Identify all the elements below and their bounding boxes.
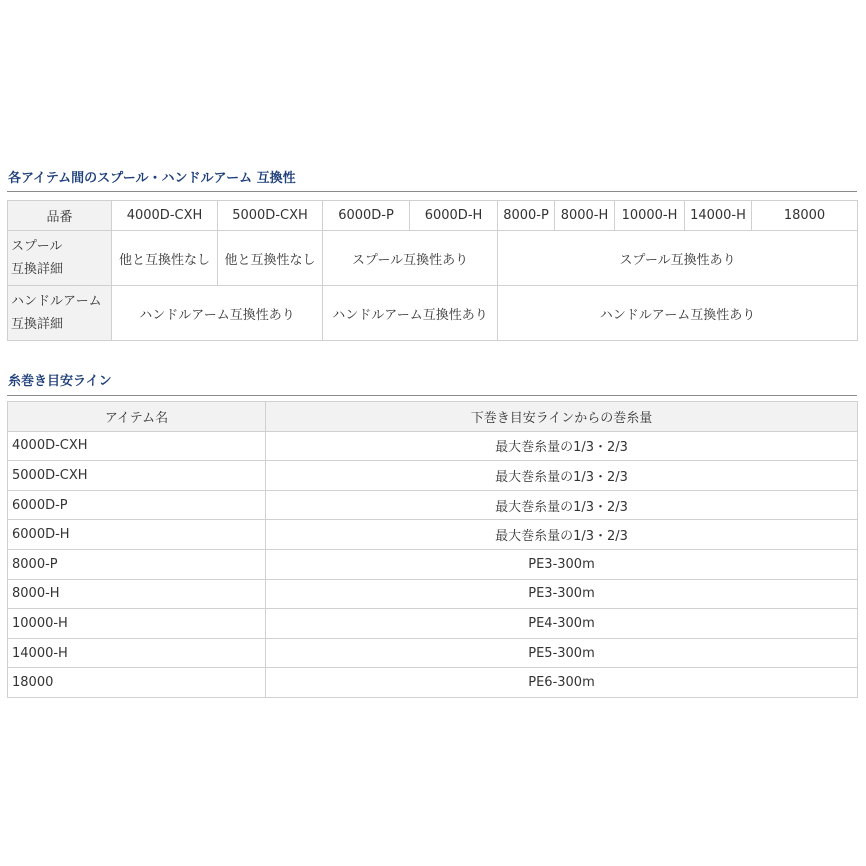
model-header-cell: 5000D-CXH	[218, 201, 323, 231]
table-row	[8, 579, 858, 609]
item-name-cell: 14000-H	[8, 638, 266, 668]
table-row	[8, 549, 858, 579]
spool-label-line1: スプール	[11, 239, 63, 254]
handle-cell: ハンドルアーム互換性あり	[498, 286, 858, 341]
line-header-row	[8, 402, 858, 432]
spool-cell: 他と互換性なし	[112, 231, 218, 286]
item-name-cell: 18000	[8, 668, 266, 698]
item-name-cell: 6000D-H	[8, 520, 266, 550]
compat-header-row	[8, 201, 858, 231]
winding-amount-cell: 最大巻糸量の1/3・2/3	[266, 490, 858, 520]
item-name-cell: 8000-P	[8, 549, 266, 579]
line-title-divider	[7, 395, 857, 396]
table-row	[8, 490, 858, 520]
compatibility-table	[7, 200, 858, 341]
winding-amount-cell: 最大巻糸量の1/3・2/3	[266, 520, 858, 550]
line-section-title: 糸巻き目安ライン	[8, 374, 112, 389]
table-row	[8, 668, 858, 698]
spool-cell: スプール互換性あり	[498, 231, 858, 286]
winding-amount-cell: PE4-300m	[266, 609, 858, 639]
item-name-header: アイテム名	[8, 402, 266, 432]
item-name-cell: 10000-H	[8, 609, 266, 639]
model-header-cell: 18000	[752, 201, 858, 231]
handle-label-line2: 互換詳細	[11, 317, 64, 332]
model-header-cell: 4000D-CXH	[112, 201, 218, 231]
handle-label-line1: ハンドルアーム	[11, 294, 102, 309]
compat-section-title: 各アイテム間のスプール・ハンドルアーム 互換性	[8, 171, 296, 186]
item-name-cell: 6000D-P	[8, 490, 266, 520]
winding-amount-cell: 最大巻糸量の1/3・2/3	[266, 461, 858, 491]
handle-row-label	[8, 286, 112, 341]
handle-cell: ハンドルアーム互換性あり	[323, 286, 498, 341]
item-name-cell: 4000D-CXH	[8, 431, 266, 461]
spool-label-line2: 互換詳細	[11, 262, 64, 277]
winding-amount-cell: 最大巻糸量の1/3・2/3	[266, 431, 858, 461]
handle-cell: ハンドルアーム互換性あり	[112, 286, 323, 341]
table-row	[8, 461, 858, 491]
compat-title-divider	[7, 191, 857, 192]
model-header-cell: 8000-P	[498, 201, 555, 231]
table-row	[8, 520, 858, 550]
model-header-cell: 10000-H	[615, 201, 685, 231]
winding-amount-cell: PE3-300m	[266, 579, 858, 609]
winding-amount-header: 下巻き目安ラインからの巻糸量	[266, 402, 858, 432]
winding-amount-cell: PE5-300m	[266, 638, 858, 668]
table-row	[8, 638, 858, 668]
handle-row	[8, 286, 858, 341]
table-row	[8, 431, 858, 461]
spool-row	[8, 231, 858, 286]
model-header-label: 品番	[8, 201, 112, 231]
winding-line-table	[7, 401, 858, 698]
model-header-cell: 6000D-P	[323, 201, 410, 231]
model-header-cell: 6000D-H	[410, 201, 498, 231]
spool-cell: 他と互換性なし	[218, 231, 323, 286]
model-header-cell: 8000-H	[555, 201, 615, 231]
item-name-cell: 8000-H	[8, 579, 266, 609]
item-name-cell: 5000D-CXH	[8, 461, 266, 491]
spool-cell: スプール互換性あり	[323, 231, 498, 286]
winding-amount-cell: PE3-300m	[266, 549, 858, 579]
winding-amount-cell: PE6-300m	[266, 668, 858, 698]
table-row	[8, 609, 858, 639]
model-header-cell: 14000-H	[685, 201, 752, 231]
spool-row-label	[8, 231, 112, 286]
